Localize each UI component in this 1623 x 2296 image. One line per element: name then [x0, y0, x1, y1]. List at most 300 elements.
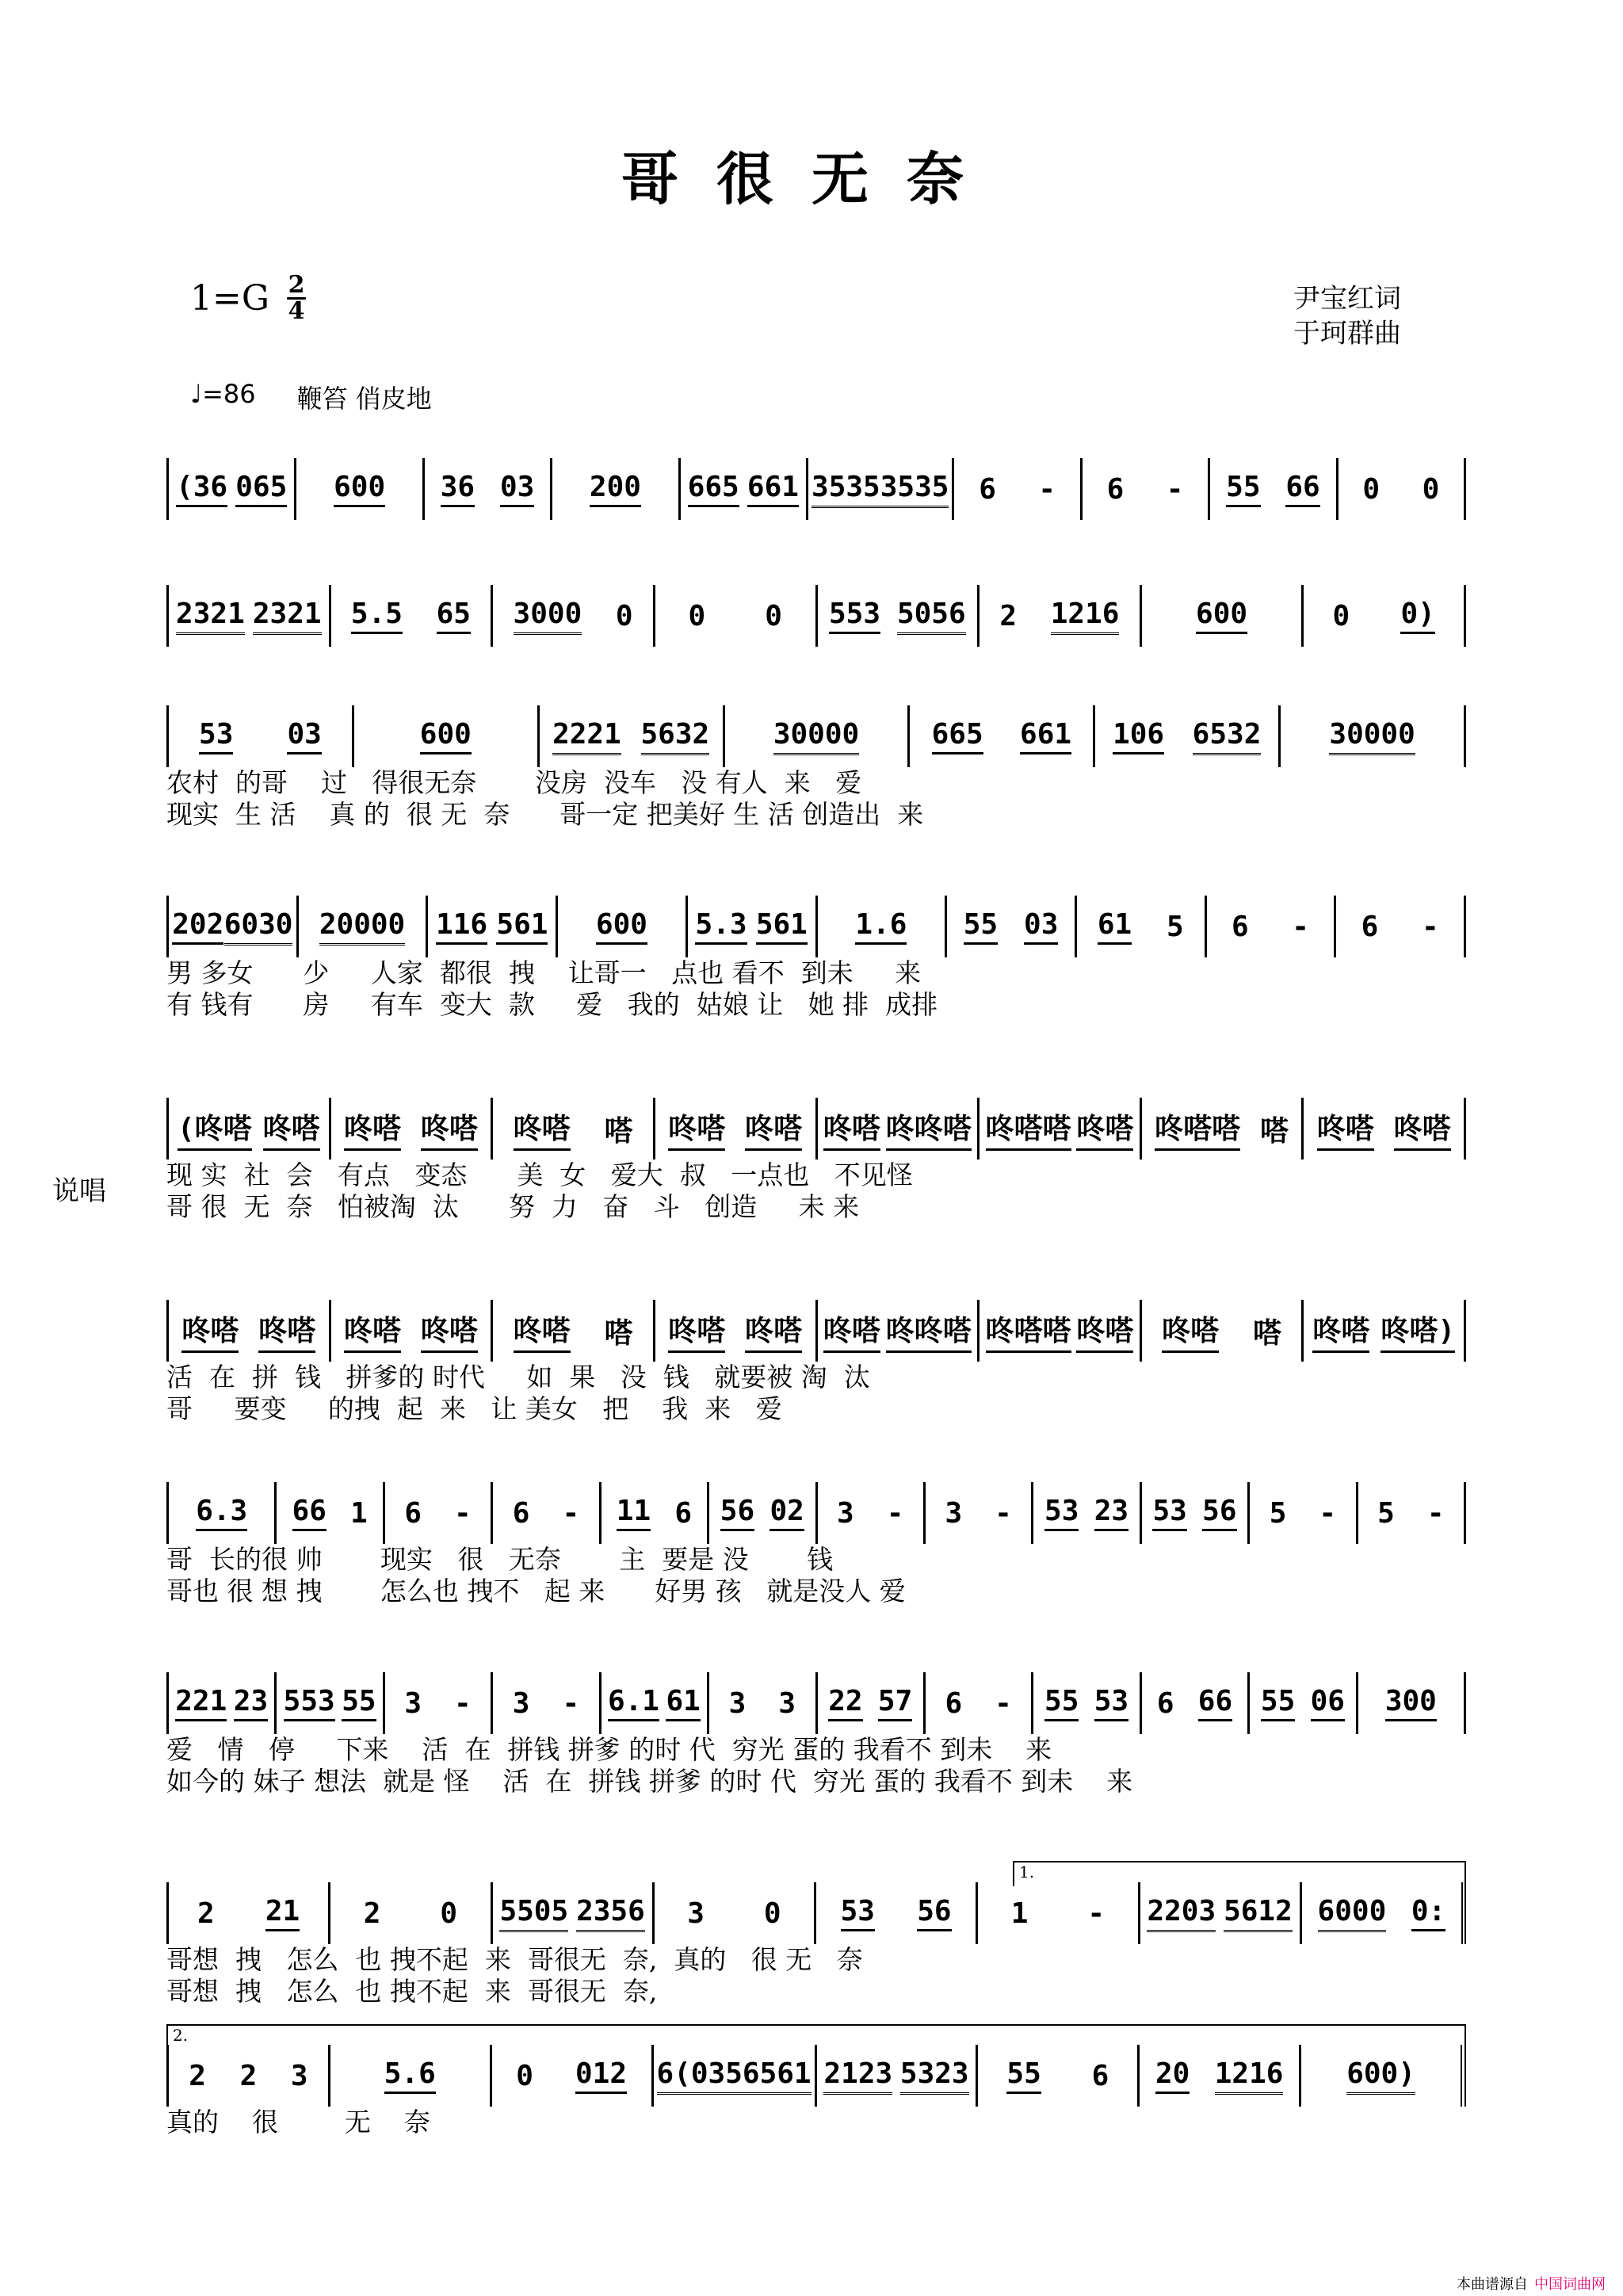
note-group: 012 — [575, 2057, 627, 2094]
note-group: 咚嗒 — [514, 1308, 571, 1353]
note-group: 600 — [596, 908, 647, 945]
lyric-line: 哥 长的很 帅 现实 很 无奈 主 要是 没 钱 — [166, 1544, 834, 1575]
measure — [1247, 1482, 1355, 1544]
note-group: 6 — [1231, 910, 1249, 943]
note-group: 53 — [1152, 1495, 1186, 1531]
measure — [1075, 896, 1205, 957]
note-group: 55 — [1226, 471, 1260, 507]
note-group: 3535 — [812, 471, 880, 508]
note-group: 3000 — [514, 598, 582, 635]
measure — [815, 896, 945, 957]
note-group: 2 — [999, 599, 1018, 632]
note-group: 6 — [979, 472, 996, 506]
staff-row — [166, 1300, 1466, 1425]
note-group: 1216 — [1051, 598, 1120, 635]
measure — [945, 896, 1075, 957]
measure — [685, 896, 815, 957]
note-group: 2 — [197, 1897, 215, 1930]
lyric-line: 如今的 妹子 想法 就是 怪 活 在 拼钱 拼爹 的时 代 穷光 蛋的 我看不 到未 来 — [166, 1766, 1133, 1797]
note-group: 03 — [500, 471, 534, 507]
note-group: 咚嗒 — [1394, 1106, 1451, 1151]
measure — [976, 1882, 1137, 1944]
note-group: 553 — [284, 1685, 335, 1721]
note-group: 56 — [917, 1895, 951, 1931]
note-group: 11 — [617, 1495, 651, 1531]
note-group: 咚嗒 — [668, 1106, 725, 1151]
measure — [166, 1098, 329, 1159]
measure — [274, 1672, 382, 1734]
measure — [328, 2045, 490, 2107]
staff-row — [166, 1672, 1466, 1797]
note-group: 600 — [1196, 598, 1247, 634]
note-group: 5505 — [499, 1895, 568, 1932]
note-group: 0 — [440, 1897, 458, 1930]
note-group: 0 — [763, 1897, 781, 1930]
staff-row — [166, 458, 1466, 520]
measure — [537, 705, 723, 767]
measure — [1031, 1672, 1139, 1734]
note-group: 6 — [1106, 472, 1125, 506]
staff-row — [166, 1098, 1466, 1223]
note-group: 2321 — [253, 598, 322, 635]
note-group: 30000 — [1329, 718, 1415, 755]
measure — [653, 1098, 815, 1159]
note-group: 065 — [235, 471, 287, 507]
note-group: 300 — [1385, 1685, 1437, 1721]
measure — [977, 585, 1140, 647]
note-group: 3 — [404, 1687, 422, 1720]
note-group: 55 — [964, 908, 998, 945]
measure — [426, 896, 556, 957]
measure — [1140, 1300, 1302, 1362]
measure — [815, 2045, 976, 2107]
staff-row — [166, 2045, 1466, 2138]
measure — [651, 2045, 815, 2107]
note-group: 65 — [437, 598, 471, 634]
note-group: 600) — [1346, 2057, 1415, 2095]
measure — [952, 458, 1079, 520]
measure — [328, 1882, 490, 1944]
note-group: 6 — [404, 1496, 422, 1530]
note-group: 665 — [932, 718, 983, 755]
note-group: 2 — [363, 1897, 381, 1930]
tempo-marking — [190, 379, 432, 415]
measure — [1356, 1482, 1466, 1544]
note-group: 6561 — [743, 2057, 812, 2095]
note-group: 3 — [837, 1496, 854, 1530]
measure — [491, 1098, 653, 1159]
note-group: 6 — [1091, 2059, 1109, 2092]
note-group: 561 — [756, 908, 808, 945]
measure — [806, 458, 952, 520]
note-group: 6 — [1361, 910, 1379, 943]
measure — [166, 1882, 328, 1944]
measure — [1137, 2045, 1299, 2107]
notation-line — [166, 1672, 1466, 1734]
note-group: 661 — [747, 471, 799, 507]
note-group: 600 — [334, 471, 385, 507]
note-group: 3 — [728, 1687, 747, 1720]
note-group: 6(035 — [657, 2057, 743, 2095]
note-group: 2321 — [176, 598, 245, 635]
measure — [383, 1672, 491, 1734]
note-group: 0 — [688, 599, 706, 632]
notation-line — [166, 1098, 1466, 1159]
note-group: 2203 — [1147, 1895, 1216, 1932]
note-group: 6030 — [224, 908, 293, 946]
note-group: 53 — [1044, 1495, 1079, 1531]
note-group: 0 — [1422, 472, 1440, 506]
measure — [814, 1882, 976, 1944]
note-group: 1216 — [1215, 2057, 1284, 2095]
note-group: 22 — [828, 1685, 862, 1721]
lyric-line: 有 钱有 房 有车 变大 款 爱 我的 姑娘 让 她 排 成排 — [166, 989, 938, 1020]
lyric-line: 哥 很 无 奈 怕被淘 汰 努 力 奋 斗 创造 未 来 — [166, 1191, 860, 1222]
measure — [1300, 1882, 1466, 1944]
note-group: 5 — [1167, 910, 1184, 943]
watermark-right: 中国词曲网 — [1534, 2276, 1606, 2293]
tempo-bpm: ♩=86 — [190, 379, 256, 409]
note-group: 6 — [512, 1496, 530, 1530]
note-group: 53 — [199, 718, 233, 755]
lyric-line: 哥想 拽 怎么 也 拽不起 来 哥很无 奈, — [166, 1976, 658, 2007]
note-group: 咚嗒 — [823, 1106, 880, 1151]
measure — [815, 1098, 978, 1159]
note-group: 3 — [945, 1496, 963, 1530]
note-group: 106 — [1113, 718, 1164, 755]
note-group: 57 — [878, 1685, 912, 1721]
note-group: 咚嗒 — [1317, 1106, 1374, 1151]
note-group: 06 — [1311, 1685, 1345, 1721]
note-group: 23 — [1094, 1495, 1128, 1531]
staff-row — [166, 1882, 1466, 2008]
note-group: 03 — [287, 718, 321, 755]
lyric-line: 男 多女 少 人家 都很 拽 让哥一 点也 看不 到未 来 — [166, 957, 922, 988]
note-group: 61 — [1098, 908, 1132, 945]
measure — [1140, 1098, 1302, 1159]
measure — [1208, 458, 1335, 520]
note-group: 5323 — [900, 2057, 969, 2095]
measure — [296, 896, 426, 957]
measure — [1138, 1882, 1300, 1944]
measure — [1140, 1482, 1247, 1544]
note-group: 02 — [769, 1495, 804, 1531]
note-group: (36 — [176, 471, 227, 507]
note-group: 5.3 — [695, 908, 747, 945]
note-group: 6 — [1156, 1687, 1174, 1720]
second-ending-label: 2. — [173, 2026, 189, 2045]
time-denominator: 4 — [288, 297, 305, 325]
staff-row — [166, 896, 1466, 1021]
note-group: - — [562, 1496, 580, 1530]
measure — [166, 705, 352, 767]
note-group: 553 — [829, 598, 880, 634]
note-group: 5632 — [641, 718, 710, 755]
note-group: 咚嗒 — [421, 1106, 478, 1151]
notation-line — [166, 896, 1466, 957]
note-group: 6 — [945, 1687, 963, 1720]
note-group: - — [1038, 472, 1056, 506]
note-group: 咚嗒 — [344, 1308, 401, 1353]
note-group: - — [1422, 910, 1439, 943]
notation-line — [166, 2045, 1466, 2107]
measure — [166, 458, 294, 520]
measure — [491, 1482, 598, 1544]
note-group: 30000 — [773, 718, 859, 755]
measure — [1080, 458, 1208, 520]
note-group: - — [562, 1687, 580, 1720]
note-group: 咚嗒 — [745, 1308, 802, 1353]
note-group: - — [886, 1496, 904, 1530]
measure — [1278, 705, 1466, 767]
note-group: 1 — [1010, 1897, 1029, 1930]
measure — [976, 2045, 1137, 2107]
note-group: 咚嗒 — [421, 1308, 478, 1353]
watermark-left: 本曲谱源自 — [1457, 2276, 1528, 2293]
measure — [815, 1300, 978, 1362]
notation-line — [166, 458, 1466, 520]
note-group: 0 — [1332, 599, 1350, 632]
measure — [707, 1672, 815, 1734]
measure — [653, 585, 815, 647]
notation-line — [166, 1482, 1466, 1544]
measure — [166, 896, 296, 957]
note-group: 36 — [441, 471, 475, 507]
note-group: 嗒 — [1252, 1316, 1281, 1350]
note-group: 55 — [342, 1685, 376, 1721]
note-group: 咚嗒 — [1076, 1106, 1133, 1151]
note-group: 咚嗒 — [745, 1106, 802, 1151]
note-group: 2221 — [552, 718, 621, 755]
measure — [491, 585, 653, 647]
note-group: 03 — [1024, 908, 1058, 945]
note-group: 嗒 — [1259, 1114, 1289, 1148]
composer: 于珂群曲 — [1293, 318, 1401, 350]
note-group: 66 — [292, 1495, 327, 1531]
notation-line — [166, 585, 1466, 647]
note-group: 5 — [1269, 1496, 1287, 1530]
measure — [678, 458, 806, 520]
note-group: 20000 — [319, 908, 405, 946]
tempo-style: 鞭笞 俏皮地 — [296, 384, 432, 414]
note-group: 55 — [1044, 1685, 1079, 1721]
measure — [599, 1482, 707, 1544]
measure — [1356, 1672, 1466, 1734]
note-group: 3 — [778, 1687, 796, 1720]
measure — [329, 1098, 491, 1159]
note-group: 咚嗒 — [514, 1106, 571, 1151]
measure — [491, 1300, 653, 1362]
note-group: 6 — [674, 1496, 693, 1530]
rap-label: 说唱 — [52, 1175, 106, 1207]
lyric-line: 真的 很 无 奈 — [166, 2107, 430, 2137]
lyric-line: 活 在 拼 钱 拼爹的 时代 如 果 没 钱 就要被 淘 汰 — [166, 1362, 870, 1392]
note-group: 21 — [265, 1895, 300, 1931]
note-group: - — [1426, 1496, 1445, 1530]
note-group: 咚嗒 — [1312, 1308, 1369, 1353]
note-group: - — [995, 1496, 1012, 1530]
measure — [422, 458, 550, 520]
measure — [1299, 2045, 1466, 2107]
measure — [1205, 896, 1335, 957]
note-group: - — [454, 1496, 472, 1530]
note-group: 5612 — [1224, 1895, 1293, 1932]
note-group: - — [1166, 472, 1184, 506]
note-group: 咚嗒 — [1076, 1308, 1133, 1353]
measure — [166, 1482, 274, 1544]
lyric-line: 哥也 很 想 拽 怎么也 拽不 起 来 好男 孩 就是没人 爱 — [166, 1576, 906, 1606]
measure — [1140, 1672, 1247, 1734]
measure — [1301, 585, 1466, 647]
note-group: 5056 — [897, 598, 966, 635]
measure — [977, 1098, 1140, 1159]
note-group: 咚嗒嗒 — [986, 1308, 1071, 1353]
lyric-line: 爱 情 停 下来 活 在 拼钱 拼爹 的时 代 穷光 蛋的 我看不 到未 来 — [166, 1734, 1052, 1765]
measure — [815, 585, 978, 647]
staff-row — [166, 1482, 1466, 1607]
first-ending-label: 1. — [1019, 1862, 1035, 1881]
note-group: 嗒 — [604, 1114, 633, 1148]
measure — [652, 1882, 814, 1944]
note-group: 5.5 — [351, 598, 403, 634]
note-group: 咚咚嗒 — [886, 1308, 972, 1353]
measure — [166, 2045, 328, 2107]
staff-row — [166, 705, 1466, 831]
note-group: 3 — [290, 2059, 308, 2092]
measure — [815, 1672, 923, 1734]
note-group: 61 — [666, 1685, 700, 1721]
lyric-line: 现 实 社 会 有点 变态 美 女 爱大 叔 一点也 不见怪 — [166, 1159, 913, 1190]
note-group: 嗒 — [604, 1316, 633, 1350]
time-numerator: 2 — [288, 271, 305, 299]
note-group: 6000 — [1318, 1895, 1387, 1932]
lyric-line: 现实 生 活 真 的 很 无 奈 哥一定 把美好 生 活 创造出 来 — [166, 799, 924, 830]
note-group: 55 — [1006, 2057, 1041, 2094]
note-group: (咚嗒 — [178, 1106, 252, 1151]
note-group: 202 — [172, 908, 223, 945]
measure — [1334, 896, 1466, 957]
note-group: 0 — [765, 599, 782, 632]
note-group: 3 — [687, 1897, 705, 1930]
note-group: 咚嗒 — [344, 1106, 401, 1151]
measure — [166, 1300, 329, 1362]
note-group: 66 — [1285, 471, 1319, 507]
note-group: 6.3 — [196, 1495, 247, 1531]
note-group: - — [1319, 1496, 1337, 1530]
note-group: 55 — [1261, 1685, 1295, 1721]
note-group: 2 — [189, 2059, 206, 2092]
measure — [352, 705, 537, 767]
note-group: 咚嗒 — [258, 1308, 315, 1353]
note-group: - — [1292, 910, 1309, 943]
note-group: 3 — [512, 1687, 530, 1720]
watermark — [1457, 2273, 1606, 2294]
note-group: 221 — [175, 1685, 227, 1721]
note-group: 6.1 — [608, 1685, 659, 1721]
note-group: 咚嗒) — [1381, 1308, 1455, 1353]
staff-row — [166, 585, 1466, 647]
measure — [923, 1672, 1031, 1734]
measure — [1301, 1098, 1466, 1159]
measure — [1301, 1300, 1466, 1362]
note-group: 665 — [688, 471, 739, 507]
note-group: 咚嗒嗒 — [986, 1106, 1071, 1151]
measure — [491, 1882, 652, 1944]
note-group: 116 — [436, 908, 487, 945]
note-group: 23 — [234, 1685, 268, 1721]
note-group: 0 — [615, 599, 633, 632]
measure — [723, 705, 908, 767]
measure — [166, 1672, 274, 1734]
note-group: 0) — [1400, 598, 1434, 634]
note-group: 53 — [1094, 1685, 1128, 1721]
note-group: 2123 — [823, 2057, 892, 2095]
note-group: 咚嗒嗒 — [1155, 1106, 1240, 1151]
note-group: 1 — [350, 1496, 368, 1530]
song-title: 哥很无奈 — [621, 146, 1002, 212]
measure — [556, 896, 685, 957]
measure — [923, 1482, 1031, 1544]
note-group: - — [1087, 1897, 1106, 1930]
note-group: 2356 — [576, 1895, 645, 1932]
note-group: 56 — [720, 1495, 754, 1531]
notation-line — [166, 1882, 1466, 1944]
lyricist: 尹宝红词 — [1293, 283, 1401, 315]
note-group: 咚嗒 — [263, 1106, 320, 1151]
measure — [599, 1672, 707, 1734]
measure — [274, 1482, 382, 1544]
measure — [707, 1482, 815, 1544]
notation-line — [166, 705, 1466, 767]
note-group: 56 — [1202, 1495, 1236, 1531]
note-group: 咚嗒 — [823, 1308, 880, 1353]
note-group: 咚咚嗒 — [886, 1106, 972, 1151]
lyric-line: 哥 要变 的拽 起 来 让 美女 把 我 来 爱 — [166, 1393, 782, 1424]
note-group: 20 — [1155, 2057, 1190, 2094]
note-group: 661 — [1020, 718, 1071, 755]
note-group: 1.6 — [855, 908, 907, 945]
note-group: 6532 — [1193, 718, 1262, 755]
notation-line — [166, 1300, 1466, 1362]
note-group: 咚嗒 — [668, 1308, 725, 1353]
measure — [1140, 585, 1302, 647]
measure — [815, 1482, 923, 1544]
credits — [1293, 281, 1401, 351]
note-group: 0 — [516, 2059, 533, 2092]
measure — [490, 2045, 651, 2107]
note-group: 0: — [1411, 1895, 1445, 1931]
note-group: 2 — [239, 2059, 258, 2092]
note-group: 5 — [1377, 1496, 1395, 1530]
time-signature — [287, 273, 306, 323]
note-group: 5.6 — [384, 2057, 436, 2094]
lyric-line: 哥想 拽 怎么 也 拽不起 来 哥很无 奈, 真的 很 无 奈 — [166, 1944, 863, 1975]
measure — [329, 585, 491, 647]
measure — [1093, 705, 1278, 767]
measure — [329, 1300, 491, 1362]
key-signature — [190, 273, 306, 323]
measure — [166, 585, 329, 647]
measure — [383, 1482, 491, 1544]
measure — [294, 458, 422, 520]
note-group: 咚嗒 — [1162, 1308, 1219, 1353]
measure — [1031, 1482, 1139, 1544]
note-group: - — [454, 1687, 472, 1720]
note-group: 600 — [420, 718, 472, 755]
note-group: 200 — [590, 471, 641, 507]
note-group: 0 — [1362, 472, 1381, 506]
measure — [1336, 458, 1466, 520]
